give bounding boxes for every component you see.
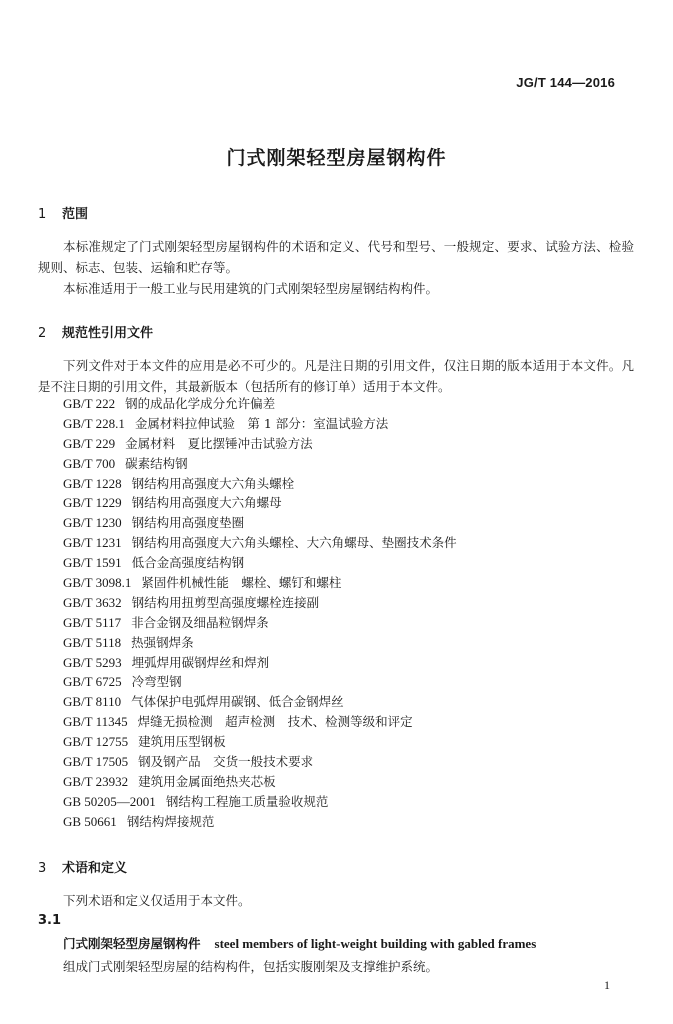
reference-code: GB/T 12755 [63,734,129,750]
reference-code: GB/T 11345 [63,714,128,730]
reference-item [63,493,457,513]
reference-code: GB/T 700 [63,455,116,471]
document-title: 门式刚架轻型房屋钢构件 [226,147,447,169]
reference-title: 钢的成品化学成分允许偏差 [125,396,276,411]
reference-title: 低合金高强度结构钢 [131,555,245,571]
reference-item [63,573,457,593]
reference-title: 钢结构用高强度大六角头螺栓 [131,475,295,491]
reference-item [63,653,457,673]
scope-paragraph-1: 本标准规定了门式刚架轻型房屋钢构件的术语和定义、代号和型号、一般规定、要求、试验方法、检验规则、标志、包装、运输和贮存等。 [38,239,634,275]
reference-item [63,414,457,434]
reference-item [63,533,457,553]
reference-code: GB/T 228.1 [63,415,125,431]
reference-code: GB/T 222 [63,396,116,411]
section-number: 2 [38,326,47,341]
reference-title: 金属材料拉伸试验 第 1 部分：室温试验方法 [134,415,389,431]
reference-item [63,812,457,832]
section-heading-terms [38,857,127,876]
reference-item [63,752,457,772]
term-entry [63,934,536,952]
reference-title: 钢结构用高强度垫圈 [131,515,245,531]
reference-item [63,474,457,494]
reference-code: GB/T 3632 [63,594,122,610]
reference-item [63,434,457,454]
reference-item [63,593,457,613]
reference-code: GB 50661 [63,813,117,829]
references-intro: 下列文件对于本文件的应用是必不可少的。凡是注日期的引用文件，仅注日期的版本适用于本文件。凡是不注日期的引用文件，其最新版本（包括所有的修订单）适用于本文件。 [38,358,634,394]
reference-title: 建筑用压型钢板 [138,734,226,750]
reference-code: GB/T 23932 [63,773,129,789]
reference-title: 气体保护电弧焊用碳钢、低合金钢焊丝 [131,694,344,710]
reference-item [63,692,457,712]
reference-title: 钢结构用高强度大六角螺母 [131,495,282,511]
terms-intro: 下列术语和定义仅适用于本文件。 [63,893,251,908]
reference-title: 建筑用金属面绝热夹芯板 [138,773,276,789]
reference-title: 钢及钢产品 交货一般技术要求 [138,754,314,770]
section-title: 范围 [62,207,89,222]
reference-code: GB/T 5117 [63,614,122,630]
term-chinese: 门式刚架轻型房屋钢构件 [63,936,201,951]
section-title: 规范性引用文件 [62,326,154,341]
reference-title: 热强钢焊条 [131,634,194,650]
reference-item [63,394,457,414]
reference-item [63,633,457,653]
reference-title: 碳素结构钢 [125,455,188,471]
section-number: 3 [38,861,47,876]
reference-title: 冷弯型钢 [131,674,182,690]
section-number: 1 [38,207,47,222]
reference-item [63,712,457,732]
reference-title: 钢结构用高强度大六角头螺栓、大六角螺母、垫圈技术条件 [131,535,457,551]
section-heading-scope [38,203,88,222]
reference-code: GB/T 1228 [63,475,122,491]
term-definition: 组成门式刚架轻型房屋的结构构件，包括实腹刚架及支撑维护系统。 [63,959,439,974]
reference-title: 非合金钢及细晶粒钢焊条 [131,614,269,630]
reference-item [63,732,457,752]
reference-item [63,513,457,533]
reference-code: GB/T 5293 [63,654,122,670]
reference-item [63,792,457,812]
reference-code: GB/T 1229 [63,495,122,511]
reference-code: GB/T 229 [63,435,116,451]
section-title: 术语和定义 [62,861,128,876]
reference-code: GB/T 6725 [63,674,122,690]
reference-title: 钢结构用扭剪型高强度螺栓连接副 [131,594,320,610]
reference-item [63,613,457,633]
reference-item [63,772,457,792]
reference-item [63,672,457,692]
section-heading-normative-references [38,322,153,341]
reference-title: 埋弧焊用碳钢焊丝和焊剂 [131,654,270,670]
reference-code: GB/T 3098.1 [63,575,132,591]
reference-title: 紧固件机械性能 螺栓、螺钉和螺柱 [141,575,342,591]
reference-code: GB/T 1231 [63,535,122,551]
document-code: JG/T 144—2016 [516,75,615,90]
clause-number: 3.1 [38,913,62,928]
reference-code: GB/T 1591 [63,555,122,571]
scope-paragraph-2: 本标准适用于一般工业与民用建筑的门式刚架轻型房屋钢结构构件。 [63,281,439,296]
reference-list [63,394,457,832]
reference-code: GB/T 1230 [63,515,122,531]
reference-title: 钢结构焊接规范 [126,813,215,829]
reference-item [63,454,457,474]
reference-title: 金属材料 夏比摆锤冲击试验方法 [125,435,313,451]
reference-item [63,553,457,573]
reference-title: 钢结构工程施工质量验收规范 [165,793,329,809]
reference-code: GB 50205—2001 [63,793,156,809]
page-number: 1 [604,978,610,992]
reference-code: GB/T 8110 [63,694,122,710]
reference-code: GB/T 17505 [63,754,129,770]
reference-title: 焊缝无损检测 超声检测 技术、检测等级和评定 [137,714,413,730]
reference-code: GB/T 5118 [63,634,122,650]
term-english: steel members of light-weight building with gabled frames [214,936,537,951]
